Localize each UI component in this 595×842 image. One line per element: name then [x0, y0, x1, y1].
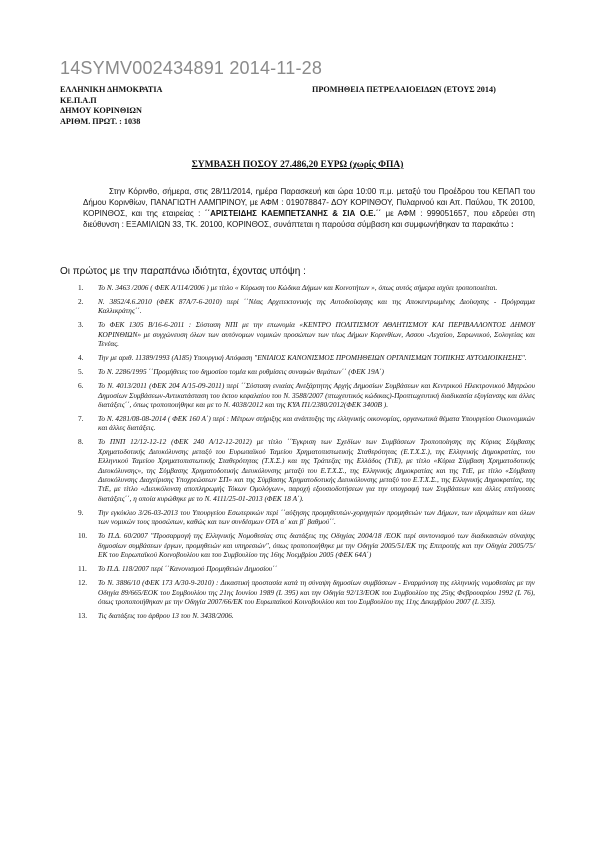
list-item-text: Το ΦΕΚ 1305 Β/16-6-2011 : Σύσταση ΝΠΙ με την επωνυμία «ΚΕΝΤΡΟ ΠΟΛΙΤΙΣΜΟΥ ΑΘΛΗΤΙΣΜΟΥ ΚΑΙ ΠΕΡΙΒΑΛΛΟΝΤΟΣ ΔΗΜΟΥ ΚΟΡΙΝΘΙΩΝ» με συγχώνευση όλων των αυτόνομων νομικών προσώπων των τέως Δήμων Κορινθίων, Ασσου -Λεχαίου, Σαρωνικού, Σολυγείας και Τενέας.	[98, 320, 535, 349]
list-item	[78, 564, 535, 573]
list-item	[78, 437, 535, 503]
list-item	[78, 320, 535, 348]
legal-basis-list	[78, 283, 535, 625]
list-item-text: Το Π.Δ. 60/2007 "Προσαρμογή της Ελληνικής Νομοθεσίας στις διατάξεις της Οδηγίας 2004/18 /ΕΟΚ περί συντονισμού των διαδικασιών σύναψης δημοσίων συμβάσεων έργων, προμηθειών και υπηρεσιών", όπως τροποποιήθηκε με την Οδηγία 2005/51/ΕΚ της Επιτροπής και την Οδηγία 2005/75/ΕΚ του Ευρωπαϊκού Κοινοβουλίου και του Συμβουλίου της 16ης Νοεμβρίου 2005 (ΦΕΚ 64Α΄)	[98, 531, 535, 560]
company-name: ΄΄ΑΡΙΣΤΕΙΔΗΣ ΚΑΕΜΠΕΤΣΑΝΗΣ & ΣΙΑ Ο.Ε.΄΄	[204, 208, 382, 218]
intro-text: Στην Κόρινθο, σήμερα, στις 28/11/2014, ημέρα Παρασκευή και ώρα 10:00 π.μ. μεταξύ του Προέδρου του ΚΕΠΑΠ του Δήμου Κορινθίων, ΠΑΝΑΓΙΩΤΗ ΛΑΜΠΡΙΝΟΥ, με ΑΦΜ : 019078847- ΔΟΥ ΚΟΡΙΝΘΟΥ, Πυλαρινού και Απ. Παύλου, ΤΚ 20100, ΚΟΡΙΝΘΟΣ, και της εταιρείας :	[83, 187, 535, 218]
intro-end: :	[508, 219, 514, 229]
list-item	[78, 414, 535, 433]
list-item-number: 9.	[78, 507, 84, 517]
list-item-text: Το ΠΝΠ 12/12-12-12 (ΦΕΚ 240 Α/12-12-2012) με τίτλο ΄΄Έγκριση των Σχεδίων των Συμβάσεων Τροποποίησης της Κύριας Σύμβασης Χρηματοδοτικής Διευκόλυνσης μεταξύ του Ευρωπαϊκού Ταμείου Χρηματοπιστωτικής Σταθερότητας (Ε.Τ.Χ.Σ.), της Ελληνικής Δημοκρατίας, του Ελληνικού Ταμείου Χρηματοπιστωτικής Σταθερότητας (Τ.Χ.Σ.) και της Τράπεζας της Ελλάδος (ΤτΕ), με τίτλο «Κύρια Σύμβαση Χρηματοδοτικής Διευκόλυνσης», της Σύμβασης Χρηματοδοτικής Διευκόλυνσης μεταξύ του Ε.Τ.Χ.Σ., της Ελληνικής Δημοκρατίας και της ΤτΕ, με τίτλο «Σύμβαση Διευκόλυνσης Διαχείρισης Υποχρεώσεων ΣΠ» και της Σύμβασης Χρηματοδοτικής Διευκόλυνσης μεταξύ του Ε.Τ.Χ.Σ., της Ελληνικής Δημοκρατίας, της ΤτΕ, με τίτλο «Διευκόλυνση αποπληρωμής Τόκων Ομολόγων», παροχή εξουσιοδοτήσεων για την υπογραφή των Συμβάσεων και άλλες επείγουσες διατάξεις΄΄, η οποία κυρώθηκε με το Ν. 4111/25-01-2013 (ΦΕΚ 18 Α΄).	[98, 437, 535, 503]
list-item-number: 12.	[78, 578, 88, 588]
list-item-number: 8.	[78, 437, 84, 447]
protocol-number: ΑΡΙΘΜ. ΠΡΩΤ. : 1038	[60, 116, 141, 126]
list-item	[78, 283, 535, 292]
header-line: ΔΗΜΟΥ ΚΟΡΙΝΘΙΩΝ	[60, 106, 142, 116]
list-item-number: 13.	[78, 610, 88, 620]
intro-text-cont: με ΑΦΜ : 999051657, που εδρεύει στη διεύθυνση : ΕΞΑΜΙΛΙΩΝ 33, ΤΚ. 20100, ΚΟΡΙΝΘΟΣ, συνάπτεται η παρούσα σύμβαση και συμφωνήθηκαν τα παρακάτω	[83, 208, 535, 229]
list-item-number: 1.	[78, 283, 84, 292]
header-line: ΚΕ.Π.Α.Π	[60, 95, 97, 105]
document-stamp: 14SYMV002434891 2014-11-28	[60, 58, 323, 78]
list-item-text: Το Ν. 4013/2011 (ΦΕΚ 204 Α/15-09-2011) περί ΄΄Σύσταση ενιαίας Ανεξάρτητης Αρχής Δημοσίων Συμβάσεων και Κεντρικού Ηλεκτρονικού Μητρώου Δημοσίων Συμβάσεων-Αντικατάσταση του έκτου κεφαλαίου του Ν. 3588/2007 (πτωχευτικός κώδικας)-Προπτωχευτική διαδικασία εξυγίανσης και άλλες διατάξεις΄΄, όπως τροποποιήθηκε και με το Ν. 4038/2012 και της ΚΥΑ Π1/2380/2012(ΦΕΚ 3400Β ).	[98, 381, 535, 410]
list-item-text: Την εγκύκλιο 3/26-03-2013 του Υπουργείου Εσωτερικών περί ΄΄αύξησης προμηθευτών-χορηγητών προμηθειών των Δήμων, των ιδρυμάτων και όλων των νομικών τους προσώπων, καθώς και των συνδέσμων ΟΤΑ α΄ και β΄ βαθμού΄΄.	[98, 507, 535, 527]
list-item	[78, 353, 535, 362]
list-item-text: Το Π.Δ. 118/2007 περί ΄΄Κανονισμού Προμηθειών Δημοσίου΄΄	[98, 564, 278, 574]
list-item-text: Ν. 3852/4.6.2010 (ΦΕΚ 87Α/7-6-2010) περί ΄΄Νέας Αρχιτεκτονικής της Αυτοδιοίκησης και της Αποκεντρωμένης Διοίκησης - Πρόγραμμα Καλλικράτης΄΄.	[98, 297, 535, 316]
list-item-number: 6.	[78, 381, 84, 391]
contract-title: ΣΥΜΒΑΣΗ ΠΟΣΟΥ 27.486,20 ΕΥΡΩ (χωρίς ΦΠΑ)	[191, 160, 404, 170]
list-item	[78, 297, 535, 316]
list-item-number: 2.	[78, 297, 84, 306]
list-item	[78, 611, 535, 620]
subject-header: ΠΡΟΜΗΘΕΙΑ ΠΕΤΡΕΛΑΙΟΕΙΔΩΝ (ΕΤΟΥΣ 2014)	[312, 85, 496, 94]
parties-line: Οι πρώτος με την παραπάνω ιδιότητα, έχοντας υπόψη :	[60, 266, 306, 277]
list-item-number: 3.	[78, 320, 84, 330]
list-item	[78, 367, 535, 376]
list-item-text: Την με αριθ. 11389/1993 (Α185) Υπουργική Απόφαση "ΕΝΙΑΙΟΣ ΚΑΝΟΝΙΣΜΟΣ ΠΡΟΜΗΘΕΙΩΝ ΟΡΓΑΝΙΣΜΩΝ ΤΟΠΙΚΗΣ ΑΥΤΟΔΙΟΙΚΗΣΗΣ".	[98, 353, 527, 363]
list-item-number: 11.	[78, 564, 87, 574]
header-line: ΕΛΛΗΝΙΚΗ ΔΗΜΟΚΡΑΤΙΑ	[60, 85, 163, 94]
list-item-number: 5.	[78, 367, 84, 377]
list-item-text: Τις διατάξεις του άρθρου 13 του Ν. 3438/2006.	[98, 610, 234, 620]
list-item-number: 4.	[78, 353, 84, 363]
list-item-number: 7.	[78, 414, 84, 424]
list-item	[78, 531, 535, 559]
list-item-text: Το Ν. 2286/1995 ΄΄Προμήθειες του δημοσίου τομέα και ρυθμίσεις συναφών θεμάτων΄΄ (ΦΕΚ 19Α΄)	[98, 367, 384, 377]
intro-paragraph	[83, 187, 535, 231]
list-item-text: Το Ν. 4281/08-08-2014 ( ΦΕΚ 160 Α΄) περί : Μέτρων στήριξης και ανάπτυξης της ελληνικής οικονομίας, οργανωτικά θέματα Υπουργείου Οικονομικών και άλλες διατάξεις.	[98, 414, 535, 433]
list-item	[78, 381, 535, 409]
list-item	[78, 508, 535, 527]
list-item-text: Το Ν. 3886/10 (ΦΕΚ 173 Α/30-9-2010) : Δικαστική προστασία κατά τη σύναψη δημοσίων συμβάσεων - Εναρμόνιση της ελληνικής νομοθεσίας με την Οδηγία 89/665/ΕΟΚ του Συμβουλίου της 21ης Ιουνίου 1989 (L 395) και την Οδηγία 92/13/ΕΟΚ του Συμβουλίου της 25ης Φεβρουαρίου 1992 (L 76), όπως τροποποιήθηκαν με την Οδηγία 2007/66/ΕΚ του Ευρωπαϊκού Κοινοβουλίου και του Συμβουλίου της 11ης Δεκεμβρίου 2007 (L 335).	[98, 578, 535, 606]
issuer-header	[60, 85, 162, 127]
list-item	[78, 578, 535, 606]
list-item-number: 10.	[78, 531, 88, 541]
list-item-text: Το Ν. 3463 /2006 ( ΦΕΚ Α/114/2006 ) με τίτλο « Κύρωση του Κώδικα Δήμων και Κοινοτήτων », όπως αυτός σήμερα ισχύει τροποποιείται.	[98, 283, 498, 292]
